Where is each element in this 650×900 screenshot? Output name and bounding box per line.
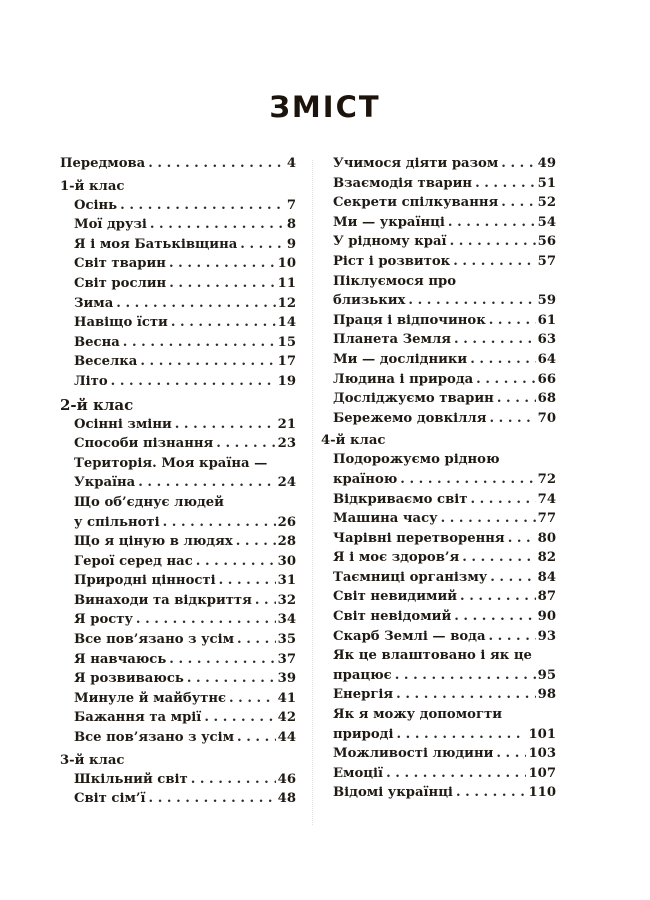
toc-entry-label: Відомі українці	[333, 785, 453, 801]
toc-page-number: 14	[277, 315, 296, 331]
dot-leader	[445, 213, 536, 233]
toc-entry-label: Відкриваємо світ	[333, 491, 468, 507]
toc-page-number: 51	[537, 175, 556, 191]
toc-entry[interactable]	[60, 789, 296, 809]
section-heading: 2-й клас	[60, 395, 134, 414]
toc-entry-label: Все пов’язано з усім	[74, 632, 235, 648]
dot-leader	[447, 232, 536, 252]
toc-entry-last-line	[333, 470, 556, 490]
dot-leader	[493, 744, 526, 764]
toc-entry[interactable]	[60, 235, 296, 255]
toc-entry-title-line: Що об’єднує людей	[74, 494, 224, 510]
toc-entry[interactable]	[333, 350, 556, 370]
toc-entry-title-line: Як я можу допомогти	[333, 707, 502, 723]
toc-entry-title-line: Подорожуємо рідною	[333, 452, 500, 468]
dot-leader	[237, 235, 285, 255]
toc-page-number: 44	[277, 730, 296, 746]
toc-page-number: 80	[537, 530, 556, 546]
toc-page-number: 57	[537, 253, 556, 269]
toc-entry[interactable]	[60, 274, 296, 294]
toc-page-number: 52	[537, 195, 556, 211]
toc-entry[interactable]	[60, 532, 296, 552]
toc-entry[interactable]	[333, 646, 556, 685]
toc-entry-label: Чарівні перетворення	[333, 530, 505, 546]
toc-entry-label: Винаходи та відкриття	[74, 592, 252, 608]
toc-entry[interactable]	[333, 193, 556, 213]
toc-entry-label: Я росту	[74, 612, 133, 628]
toc-page-number: 15	[277, 334, 296, 350]
toc-page-number: 48	[277, 791, 296, 807]
toc-page-number: 35	[277, 632, 296, 648]
toc-entry-label: Ми — українці	[333, 214, 445, 230]
toc-entry[interactable]	[60, 630, 296, 650]
dot-leader	[397, 470, 535, 490]
dot-leader	[135, 473, 275, 493]
toc-entry[interactable]	[60, 571, 296, 591]
toc-page-number: 93	[537, 628, 556, 644]
dot-leader	[405, 291, 535, 311]
toc-entry-label: Ми — дослідники	[333, 351, 468, 367]
toc-entry-label: Бережемо довкілля	[333, 410, 487, 426]
toc-entry[interactable]	[60, 254, 296, 274]
section-heading: 3-й клас	[60, 752, 125, 768]
toc-entry-label: Світ рослин	[74, 275, 167, 291]
dot-leader	[467, 350, 535, 370]
toc-entry-last-line	[333, 291, 556, 311]
toc-entry-label: Бажання та мрії	[74, 710, 202, 726]
dot-leader	[113, 294, 275, 314]
toc-entry-last-line	[60, 473, 296, 493]
toc-entry[interactable]	[333, 744, 556, 764]
dot-leader	[117, 196, 285, 216]
toc-entry[interactable]	[60, 215, 296, 235]
toc-entry[interactable]	[333, 450, 556, 489]
dot-leader	[201, 708, 275, 728]
dot-leader	[505, 529, 536, 549]
toc-page-number: 34	[277, 612, 296, 628]
toc-entry[interactable]	[60, 454, 296, 493]
toc-left-column	[60, 154, 296, 809]
toc-page-number: 46	[277, 771, 296, 787]
toc-page-number: 54	[537, 214, 556, 230]
toc-entry[interactable]	[333, 490, 556, 510]
toc-entry[interactable]	[60, 196, 296, 216]
toc-entry-title-line: Територія. Моя країна —	[74, 455, 268, 471]
dot-leader	[383, 764, 526, 784]
dot-leader	[160, 513, 276, 533]
toc-entry-last-line	[60, 513, 296, 533]
dot-leader	[252, 591, 276, 611]
toc-entry[interactable]	[60, 434, 296, 454]
toc-page-number: 17	[277, 354, 296, 370]
dot-leader	[392, 666, 536, 686]
toc-page-number: 64	[537, 351, 556, 367]
dot-leader	[498, 193, 535, 213]
toc-entry-last-line	[333, 666, 556, 686]
dot-leader	[438, 509, 536, 529]
toc-page-number: 56	[537, 234, 556, 250]
toc-entry-label: Веселка	[74, 354, 138, 370]
toc-entry[interactable]	[60, 352, 296, 372]
toc-entry-last-line	[333, 725, 556, 745]
dot-leader	[494, 389, 536, 409]
toc-page-number: 87	[537, 589, 556, 605]
toc-page-number: 41	[277, 690, 296, 706]
toc-entry[interactable]	[60, 591, 296, 611]
toc-page-number: 37	[277, 651, 296, 667]
toc-entry[interactable]	[333, 311, 556, 331]
toc-entry-label: Що я ціную в людях	[74, 534, 233, 550]
toc-entry-label: у спільноті	[74, 514, 160, 530]
toc-entry-label: країною	[333, 471, 398, 487]
dot-leader	[166, 650, 275, 670]
toc-page-number: 90	[537, 609, 556, 625]
toc-page-number: 31	[277, 573, 296, 589]
toc-entry-label: Світ невідомий	[333, 609, 452, 625]
toc-entry[interactable]	[60, 493, 296, 532]
toc-page-number: 26	[277, 514, 296, 530]
toc-page-number: 101	[528, 726, 556, 742]
toc-page-number: 9	[286, 236, 296, 252]
toc-entry-label: Людина і природа	[333, 371, 474, 387]
dot-leader	[147, 215, 285, 235]
toc-entry[interactable]	[60, 610, 296, 630]
toc-entry-label: Скарб Землі — вода	[333, 628, 486, 644]
toc-entry-label: Світ сім’ї	[74, 791, 146, 807]
toc-entry-label: Я і моє здоров’я	[333, 550, 460, 566]
dot-leader	[172, 415, 276, 435]
toc-entry[interactable]	[333, 607, 556, 627]
dot-leader	[166, 274, 275, 294]
dot-leader	[453, 783, 527, 803]
toc-entry-label: Шкільний світ	[74, 771, 188, 787]
toc-entry-label: Емоції	[333, 765, 384, 781]
toc-entry-label: Енергія	[333, 687, 394, 703]
toc-page-number: 42	[277, 710, 296, 726]
dot-leader	[108, 372, 276, 392]
toc-entry[interactable]	[333, 764, 556, 784]
dot-leader	[473, 370, 535, 390]
toc-entry-label: Я і моя Батьківщина	[74, 236, 238, 252]
toc-entry[interactable]	[60, 372, 296, 392]
dot-leader	[486, 311, 536, 331]
toc-page-number: 66	[537, 371, 556, 387]
toc-entry[interactable]	[60, 689, 296, 709]
toc-entry-label: Учимося діяти разом	[333, 156, 499, 171]
toc-page-number: 95	[537, 667, 556, 683]
toc-page-number: 74	[537, 491, 556, 507]
toc-entry-label: Природні цінності	[74, 573, 216, 589]
toc-page-number: 7	[286, 197, 296, 213]
section-heading: 4-й клас	[321, 433, 386, 449]
toc-entry[interactable]	[333, 370, 556, 390]
toc-entry-label: Мої друзі	[74, 217, 147, 233]
toc-right-column	[321, 154, 556, 803]
toc-page-number: 59	[537, 293, 556, 309]
dot-leader	[213, 434, 275, 454]
toc-page-number: 12	[277, 295, 296, 311]
toc-entry-label: Осінні зміни	[74, 416, 172, 432]
toc-entry-label: Таємниці організму	[333, 569, 488, 585]
dot-leader	[451, 607, 535, 627]
toc-entry-label: Взаємодія тварин	[333, 175, 473, 191]
toc-entry-label: Праця і відпочинок	[333, 312, 486, 328]
toc-entry-label: працює	[333, 667, 392, 683]
dot-leader	[145, 154, 285, 174]
toc-entry[interactable]	[60, 770, 296, 790]
toc-entry-label: Способи пізнання	[74, 436, 214, 452]
toc-entry-label: Секрети спілкування	[333, 195, 499, 211]
toc-entry[interactable]	[60, 728, 296, 748]
dot-leader	[486, 627, 536, 647]
dot-leader	[193, 552, 276, 572]
toc-entry-title-line: Як це влаштовано і як це	[333, 648, 532, 664]
toc-entry-label: Осінь	[74, 197, 118, 213]
toc-entry-label: Україна	[74, 475, 136, 491]
toc-page-number: 110	[528, 785, 556, 801]
toc-page-number: 11	[277, 275, 296, 291]
dot-leader	[133, 610, 276, 630]
dot-leader	[188, 770, 276, 790]
toc-page-number: 23	[277, 436, 296, 452]
toc-page-number: 39	[277, 671, 296, 687]
toc-page-number: 30	[277, 553, 296, 569]
toc-page-number: 103	[528, 746, 556, 762]
toc-entry-label: близьких	[333, 293, 406, 309]
toc-entry-label: природі	[333, 726, 394, 742]
toc-page-number: 21	[277, 416, 296, 432]
toc-page-number: 70	[537, 410, 556, 426]
toc-page-number: 82	[537, 550, 556, 566]
dot-leader	[216, 571, 276, 591]
toc-entry[interactable]	[333, 685, 556, 705]
toc-page-number: 98	[537, 687, 556, 703]
toc-entry[interactable]	[60, 650, 296, 670]
toc-entry[interactable]	[333, 568, 556, 588]
toc-page-number: 28	[277, 534, 296, 550]
toc-entry[interactable]	[333, 548, 556, 568]
toc-page-number: 10	[277, 256, 296, 272]
dot-leader	[393, 685, 535, 705]
toc-entry-label: У рідному краї	[333, 234, 447, 250]
toc-entry-label: Я розвиваюсь	[74, 671, 184, 687]
toc-entry[interactable]	[333, 783, 556, 803]
toc-entry-label: Я навчаюсь	[74, 651, 167, 667]
toc-entry[interactable]	[333, 587, 556, 607]
toc-page-number: 77	[537, 511, 556, 527]
toc-entry-label: Досліджуємо тварин	[333, 391, 494, 407]
dot-leader	[226, 689, 276, 709]
toc-page-number: 4	[286, 156, 296, 171]
dot-leader	[450, 252, 535, 272]
dot-leader	[451, 330, 536, 350]
toc-entry[interactable]	[333, 529, 556, 549]
toc-page-number: 63	[537, 332, 556, 348]
toc-entry-label: Все пов’язано з усім	[74, 730, 235, 746]
toc-entry[interactable]	[60, 294, 296, 314]
toc-entry-label: Ріст і розвиток	[333, 253, 451, 269]
toc-entry[interactable]	[333, 705, 556, 744]
toc-entry-label: Передмова	[60, 156, 146, 171]
toc-entry[interactable]	[333, 409, 556, 429]
toc-entry[interactable]	[60, 708, 296, 728]
toc-entry[interactable]	[333, 174, 556, 194]
toc-page-number: 107	[528, 765, 556, 781]
dot-leader	[184, 669, 276, 689]
toc-entry[interactable]	[333, 154, 556, 174]
toc-entry-label: Навіщо їсти	[74, 315, 168, 331]
toc-entry[interactable]	[60, 415, 296, 435]
toc-page-number: 8	[286, 217, 296, 233]
dot-leader	[393, 725, 526, 745]
toc-entry[interactable]	[333, 330, 556, 350]
toc-page-number: 84	[537, 569, 556, 585]
column-separator	[312, 160, 313, 825]
dot-leader	[234, 728, 276, 748]
dot-leader	[168, 313, 276, 333]
toc-entry-label: Весна	[74, 334, 120, 350]
toc-page-number: 19	[277, 373, 296, 389]
dot-leader	[467, 490, 535, 510]
toc-entry[interactable]	[333, 213, 556, 233]
toc-page-number: 72	[537, 471, 556, 487]
toc-entry-title-line: Піклуємося про	[333, 273, 457, 289]
toc-entry[interactable]	[60, 313, 296, 333]
section-heading: 1-й клас	[60, 178, 125, 194]
toc-entry[interactable]	[333, 509, 556, 529]
page-title: ЗМІСТ	[269, 90, 381, 124]
toc-entry[interactable]	[60, 552, 296, 572]
toc-entry-label: Герої серед нас	[74, 553, 193, 569]
dot-leader	[234, 630, 276, 650]
toc-entry-label: Планета Земля	[333, 332, 452, 348]
toc-entry[interactable]	[333, 627, 556, 647]
dot-leader	[486, 409, 535, 429]
toc-page-number: 32	[277, 592, 296, 608]
toc-entry-label: Літо	[74, 373, 108, 389]
dot-leader	[472, 174, 536, 194]
toc-entry-label: Зима	[74, 295, 114, 311]
toc-entry-label: Машина часу	[333, 511, 438, 527]
toc-entry[interactable]	[60, 669, 296, 689]
toc-entry[interactable]	[333, 232, 556, 252]
dot-leader	[137, 352, 275, 372]
dot-leader	[498, 154, 535, 174]
dot-leader	[120, 333, 276, 353]
toc-entry[interactable]	[333, 252, 556, 272]
dot-leader	[457, 587, 536, 607]
dot-leader	[233, 532, 276, 552]
toc-page-number: 24	[277, 475, 296, 491]
dot-leader	[146, 789, 276, 809]
toc-entry[interactable]	[333, 389, 556, 409]
dot-leader	[459, 548, 535, 568]
toc-entry-label: Світ тварин	[74, 256, 166, 272]
toc-entry-label: Можливості людини	[333, 746, 494, 762]
toc-page-number: 61	[537, 312, 556, 328]
toc-entry[interactable]	[333, 272, 556, 311]
dot-leader	[166, 254, 276, 274]
toc-entry-label: Минуле й майбутнє	[74, 690, 226, 706]
toc-entry-label: Світ невидимий	[333, 589, 458, 605]
dot-leader	[487, 568, 535, 588]
toc-page-number: 49	[537, 156, 556, 171]
toc-page-number: 68	[537, 391, 556, 407]
toc-entry[interactable]	[60, 333, 296, 353]
toc-entry[interactable]	[60, 154, 296, 174]
